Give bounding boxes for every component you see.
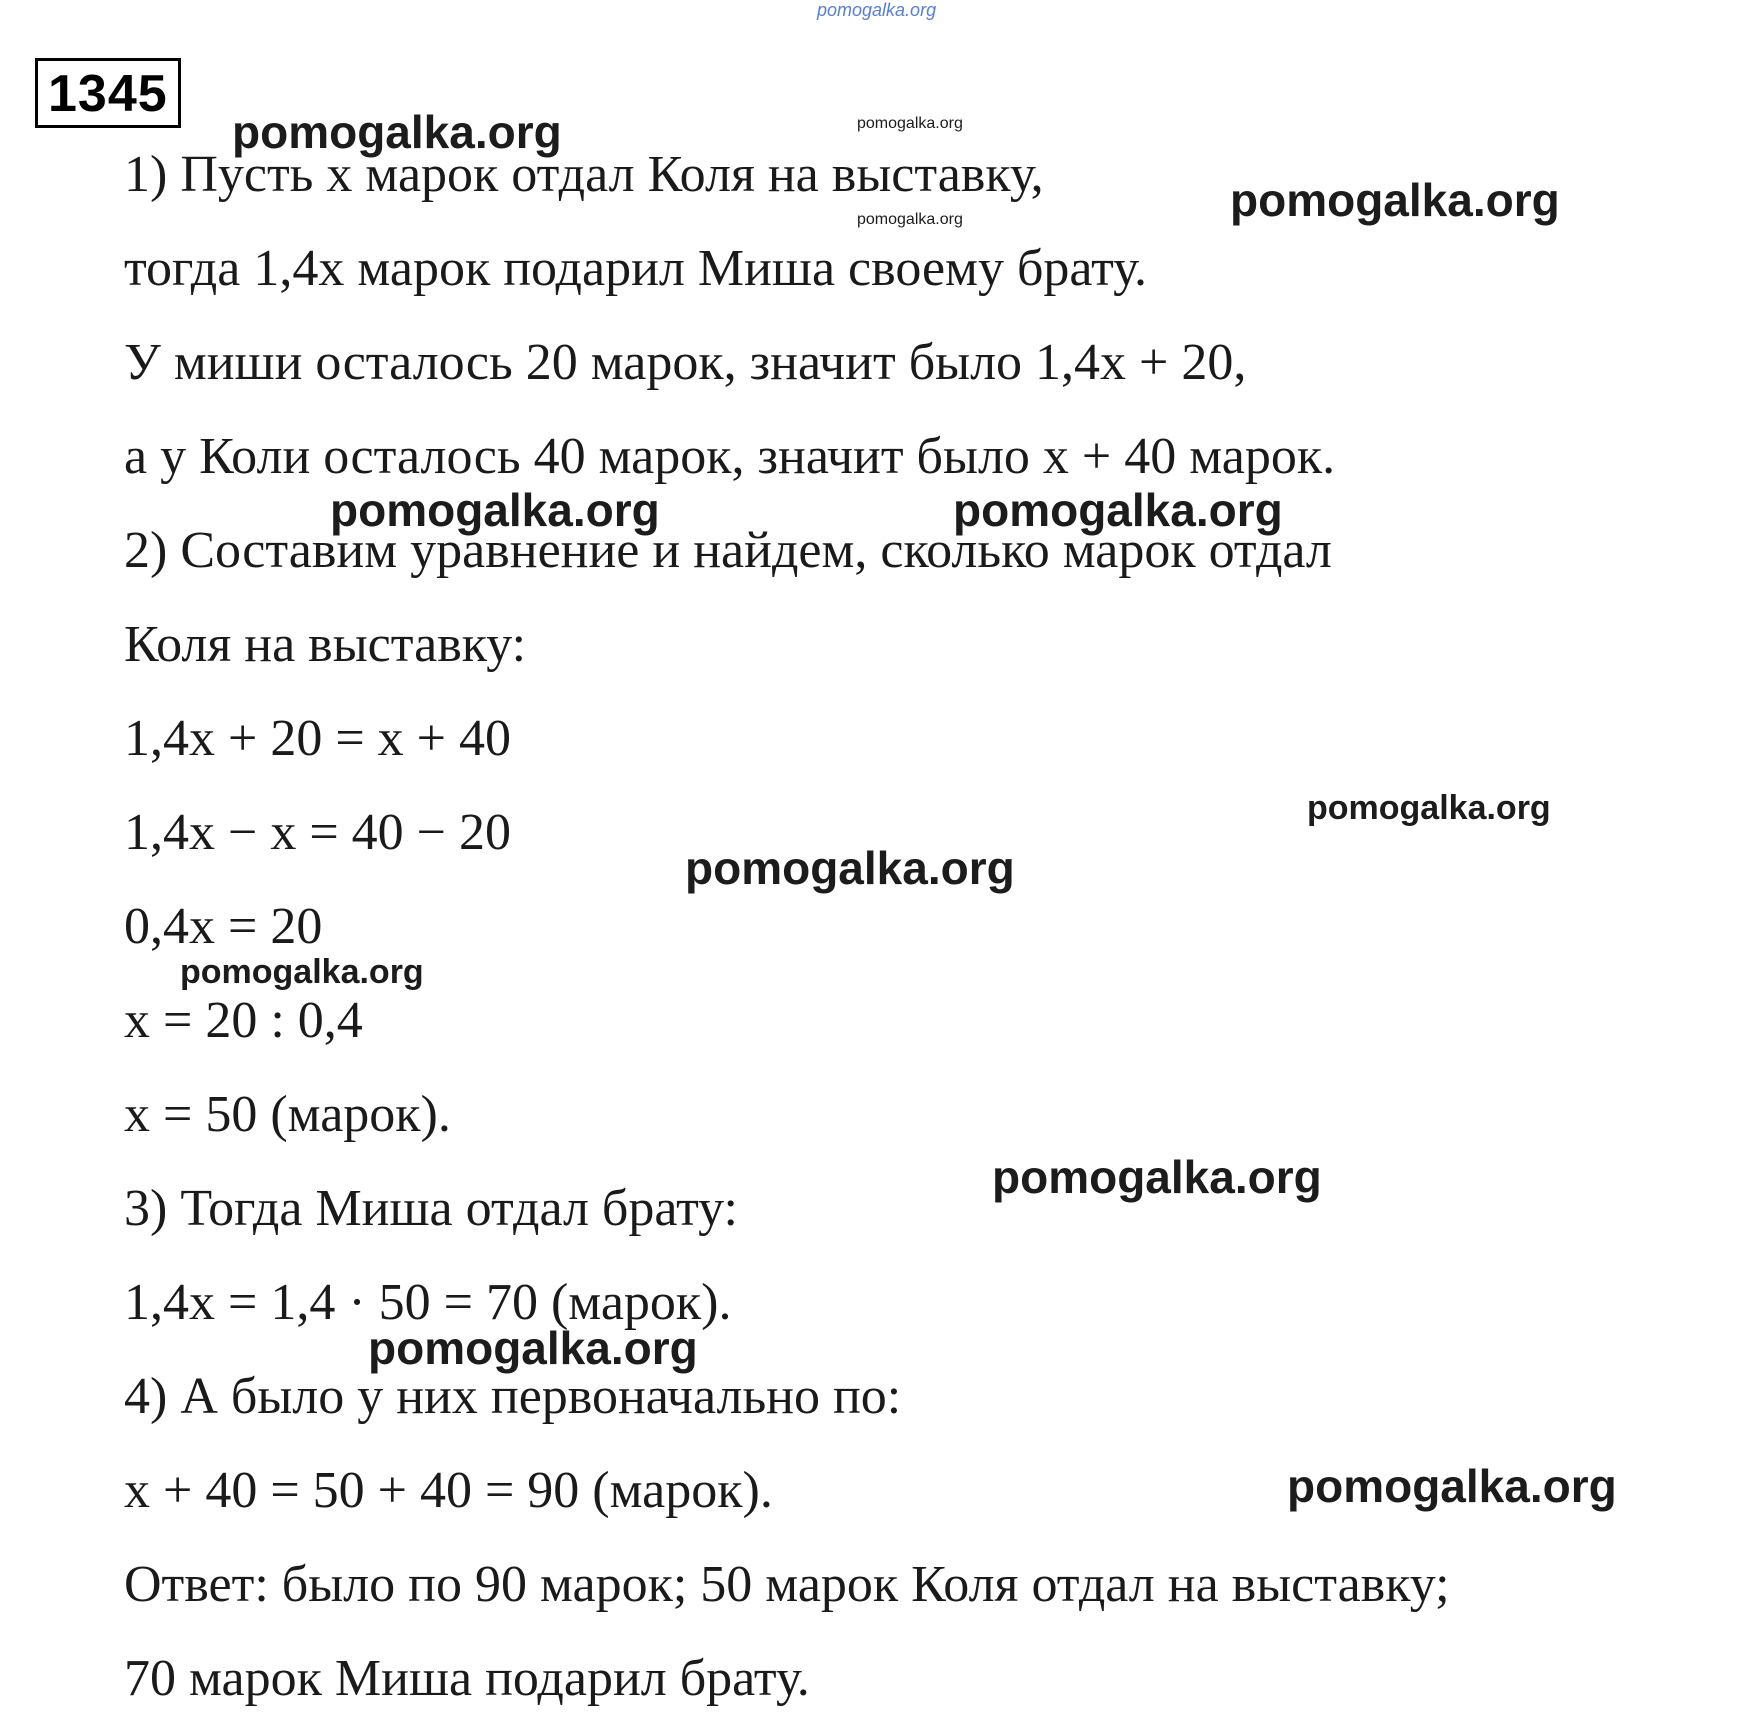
watermark: pomogalka.org (1230, 174, 1560, 226)
watermark: pomogalka.org (1307, 789, 1551, 827)
solution-line-step3-calc: 1,4x = 1,4 · 50 = 70 (марок). (124, 1274, 732, 1331)
watermark: pomogalka.org (953, 484, 1283, 536)
solution-line-step4: 4) А было у них первоначально по: (124, 1368, 902, 1425)
solution-line-5: 2) Составим уравнение и найдем, сколько марок отдал (124, 522, 1332, 579)
equation-line-2: 1,4x − x = 40 − 20 (124, 804, 511, 861)
answer-line-2: 70 марок Миша подарил брату. (124, 1650, 810, 1707)
watermark: pomogalka.org (368, 1322, 698, 1374)
watermark: pomogalka.org (992, 1151, 1322, 1203)
watermark: pomogalka.org (180, 953, 424, 991)
solution-line-2: тогда 1,4x марок подарил Миша своему брату. (124, 240, 1147, 297)
watermark: pomogalka.org (330, 484, 660, 536)
watermark: pomogalka.org (685, 842, 1015, 894)
watermark: pomogalka.org (857, 115, 963, 132)
watermark: pomogalka.org (857, 211, 963, 228)
solution-line-6: Коля на выставку: (124, 616, 527, 673)
equation-line-3: 0,4x = 20 (124, 898, 323, 955)
solution-line-1: 1) Пусть x марок отдал Коля на выставку, (124, 146, 1044, 203)
solution-line-3: У миши осталось 20 марок, значит было 1,4x + 20, (124, 334, 1247, 391)
solution-line-step3: 3) Тогда Миша отдал брату: (124, 1180, 738, 1237)
solution-line-step4-calc: x + 40 = 50 + 40 = 90 (марок). (124, 1462, 773, 1519)
equation-line-5: x = 50 (марок). (124, 1086, 451, 1143)
answer-line-1: Ответ: было по 90 марок; 50 марок Коля отдал на выставку; (124, 1556, 1450, 1613)
watermark: pomogalka.org (232, 106, 562, 158)
top-watermark: pomogalka.org (817, 0, 937, 20)
equation-line-1: 1,4x + 20 = x + 40 (124, 710, 511, 767)
watermark: pomogalka.org (1287, 1460, 1617, 1512)
equation-line-4: x = 20 : 0,4 (124, 992, 363, 1049)
solution-line-4: а у Коли осталось 40 марок, значит было x + 40 марок. (124, 428, 1336, 485)
task-number-box: 1345 (35, 58, 181, 128)
